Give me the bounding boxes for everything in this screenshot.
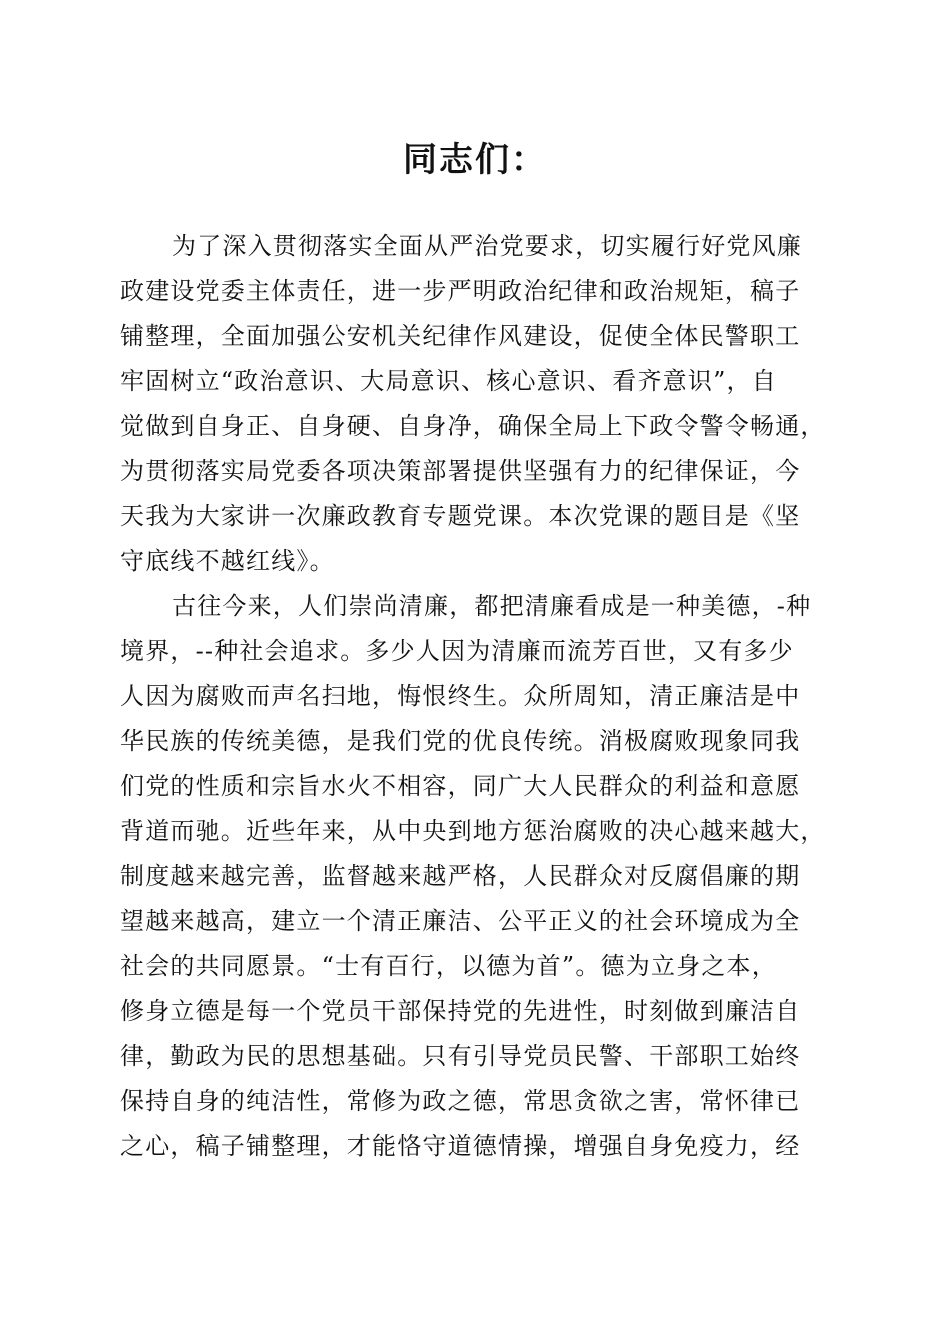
paragraph-line: 社会的共同愿景。“士有百行，以德为首”。德为立身之本， <box>120 952 777 980</box>
paragraph-line: 望越来越高，建立一个清正廉洁、公平正义的社会环境成为全 <box>120 907 801 935</box>
paragraph-line: 牢固树立“政治意识、大局意识、核心意识、看齐意识”，自 <box>120 367 777 395</box>
document-body <box>120 224 832 1169</box>
document-title: 同志们： <box>403 140 547 180</box>
paragraph-line: 为了深入贯彻落实全面从严治党要求，切实履行好党风廉 <box>172 232 802 260</box>
paragraph-line: 为贯彻落实局党委各项决策部署提供坚强有力的纪律保证，今 <box>120 457 801 485</box>
paragraph-line: 制度越来越完善，监督越来越严格，人民群众对反腐倡廉的期 <box>120 862 801 890</box>
paragraph-line: 境界，--种社会追求。多少人因为清廉而流芳百世，又有多少 <box>120 637 794 665</box>
paragraph-line: 修身立德是每一个党员干部保持党的先进性，时刻做到廉洁自 <box>120 997 801 1025</box>
paragraph-line: 人因为腐败而声名扫地，悔恨终生。众所周知，清正廉洁是中 <box>120 682 801 710</box>
paragraph-line: 律，勤政为民的思想基础。只有引导党员民警、干部职工始终 <box>120 1042 801 1070</box>
paragraph-line: 守底线不越红线》。 <box>120 547 335 575</box>
paragraph-line: 铺整理，全面加强公安机关纪律作风建设，促使全体民警职工 <box>120 322 801 350</box>
paragraph-1 <box>120 224 832 584</box>
paragraph-line: 觉做到自身正、自身硬、自身净，确保全局上下政令警令畅通， <box>120 412 826 440</box>
paragraph-line: 天我为大家讲一次廉政教育专题党课。本次党课的题目是《坚 <box>120 502 801 530</box>
paragraph-line: 保持自身的纯洁性，常修为政之德，常思贪欲之害，常怀律已 <box>120 1087 801 1115</box>
paragraph-line: 们党的性质和宗旨水火不相容，同广大人民群众的利益和意愿 <box>120 772 801 800</box>
paragraph-line: 之心，稿子铺整理，才能恪守道德情操，增强自身免疫力，经 <box>120 1132 801 1160</box>
paragraph-line: 背道而驰。近些年来，从中央到地方惩治腐败的决心越来越大， <box>120 817 826 845</box>
paragraph-line: 政建设党委主体责任，进一步严明政治纪律和政治规矩，稿子 <box>120 277 801 305</box>
paragraph-line: 古往今来，人们崇尚清廉，都把清廉看成是一种美德，-种 <box>172 592 812 620</box>
paragraph-2 <box>120 584 832 1169</box>
paragraph-line: 华民族的传统美德，是我们党的优良传统。消极腐败现象同我 <box>120 727 801 755</box>
